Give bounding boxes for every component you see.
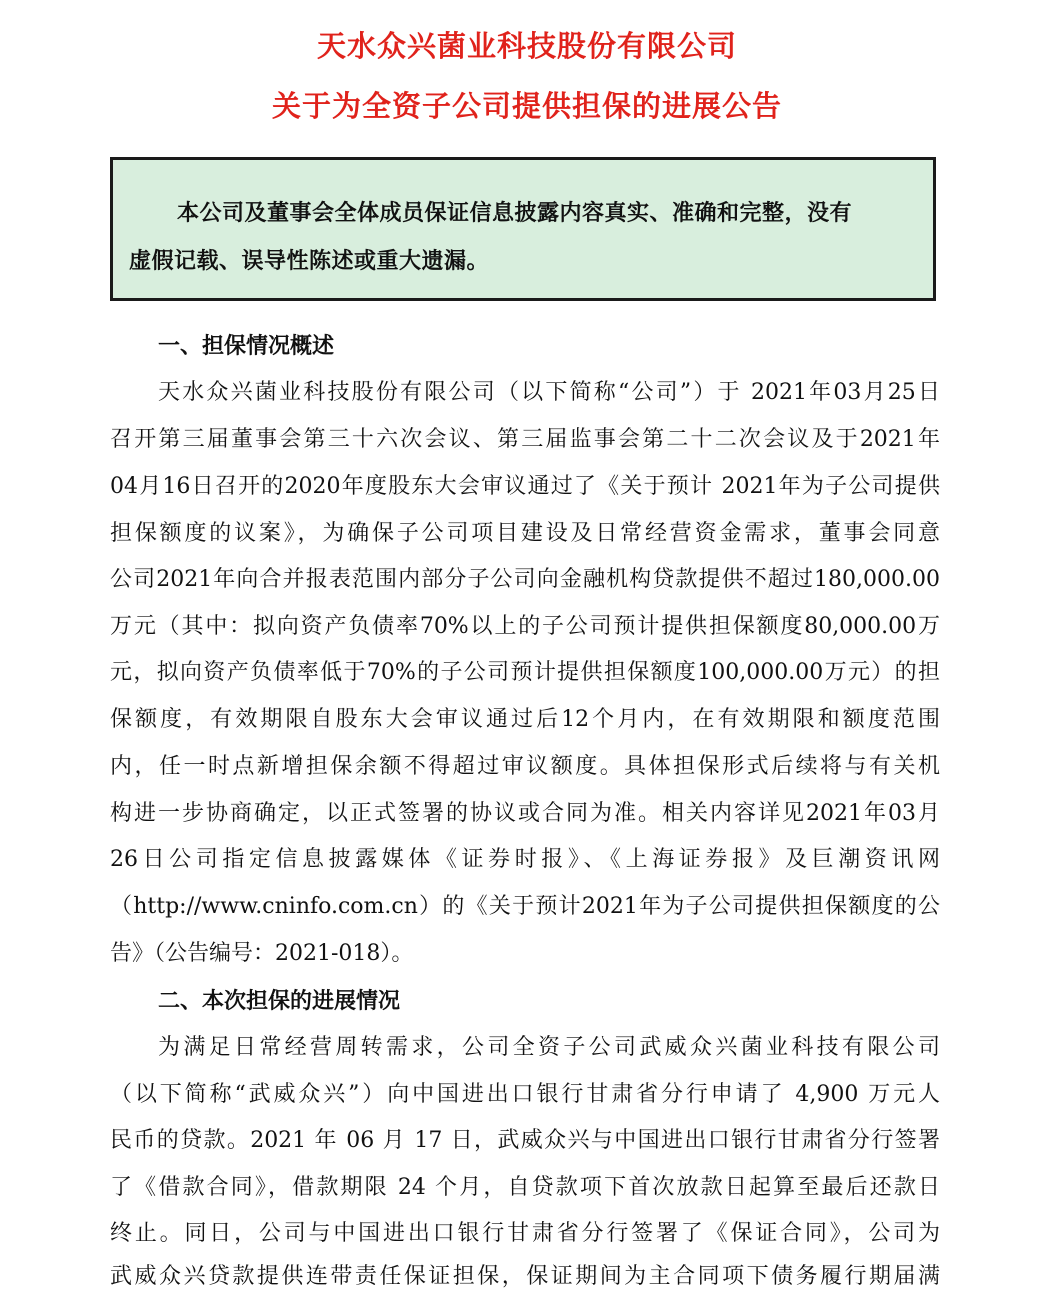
section1-line: 召开第三届董事会第三十六次会议、第三届监事会第二十二次会议及于2021年 (110, 427, 940, 452)
section1-heading: 一、担保情况概述 (158, 333, 335, 359)
section1-line: 担保额度的议案》，为确保子公司项目建设及日常经营资金需求，董事会同意 (110, 521, 940, 546)
section2-line: （以下简称“武威众兴”）向中国进出口银行甘肃省分行申请了 4,900 万元人 (110, 1082, 940, 1107)
announcement-title: 关于为全资子公司提供担保的进展公告 (271, 89, 782, 123)
section1-line-with-link: （http://www.cninfo.com.cn）的《关于预计2021年为子公司提供担保额度的公 (110, 894, 940, 919)
section1-line: 元，拟向资产负债率低于70%的子公司预计提供担保额度100,000.00万元）的担 (110, 660, 940, 685)
section1-line: 26日公司指定信息披露媒体《证券时报》、《上海证券报》及巨潮资讯网 (110, 847, 940, 872)
company-title: 天水众兴菌业科技股份有限公司 (316, 29, 737, 63)
section1-line: 04月16日召开的2020年度股东大会审议通过了《关于预计 2021年为子公司提供 (110, 474, 940, 499)
section2-line: 武威众兴贷款提供连带责任保证担保，保证期间为主合同项下债务履行期届满 (110, 1264, 940, 1289)
section2-line: 了《借款合同》，借款期限 24 个月，自贷款项下首次放款日起算至最后还款日 (110, 1175, 940, 1200)
section1-line: 万元（其中：拟向资产负债率70%以上的子公司预计提供担保额度80,000.00万 (110, 614, 940, 639)
section1-line: 公司2021年向合并报表范围内部分子公司向金融机构贷款提供不超过180,000.00 (110, 567, 940, 592)
section2-heading: 二、本次担保的进展情况 (158, 988, 401, 1014)
section2-line: 民币的贷款。2021 年 06 月 17 日，武威众兴与中国进出口银行甘肃省分行签署 (110, 1128, 940, 1153)
section1-line: 内，任一时点新增担保余额不得超过审议额度。具体担保形式后续将与有关机 (110, 754, 940, 779)
notice-line-1: 本公司及董事会全体成员保证信息披露内容真实、准确和完整，没有 (177, 200, 853, 226)
section1-line: 告》（公告编号：2021-018）。 (110, 941, 414, 966)
section2-line: 终止。同日，公司与中国进出口银行甘肃省分行签署了《保证合同》，公司为 (110, 1221, 940, 1246)
section1-line: 构进一步协商确定，以正式签署的协议或合同为准。相关内容详见2021年03月 (110, 801, 940, 826)
section1-line: 保额度，有效期限自股东大会审议通过后12个月内，在有效期限和额度范围 (110, 707, 940, 732)
section2-line: 为满足日常经营周转需求，公司全资子公司武威众兴菌业科技有限公司 (158, 1035, 940, 1060)
section1-line: 天水众兴菌业科技股份有限公司（以下简称“公司”）于 2021年03月25日 (158, 380, 940, 405)
notice-line-2: 虚假记载、误导性陈述或重大遗漏。 (129, 248, 490, 274)
disclosure-notice-box (110, 157, 936, 301)
